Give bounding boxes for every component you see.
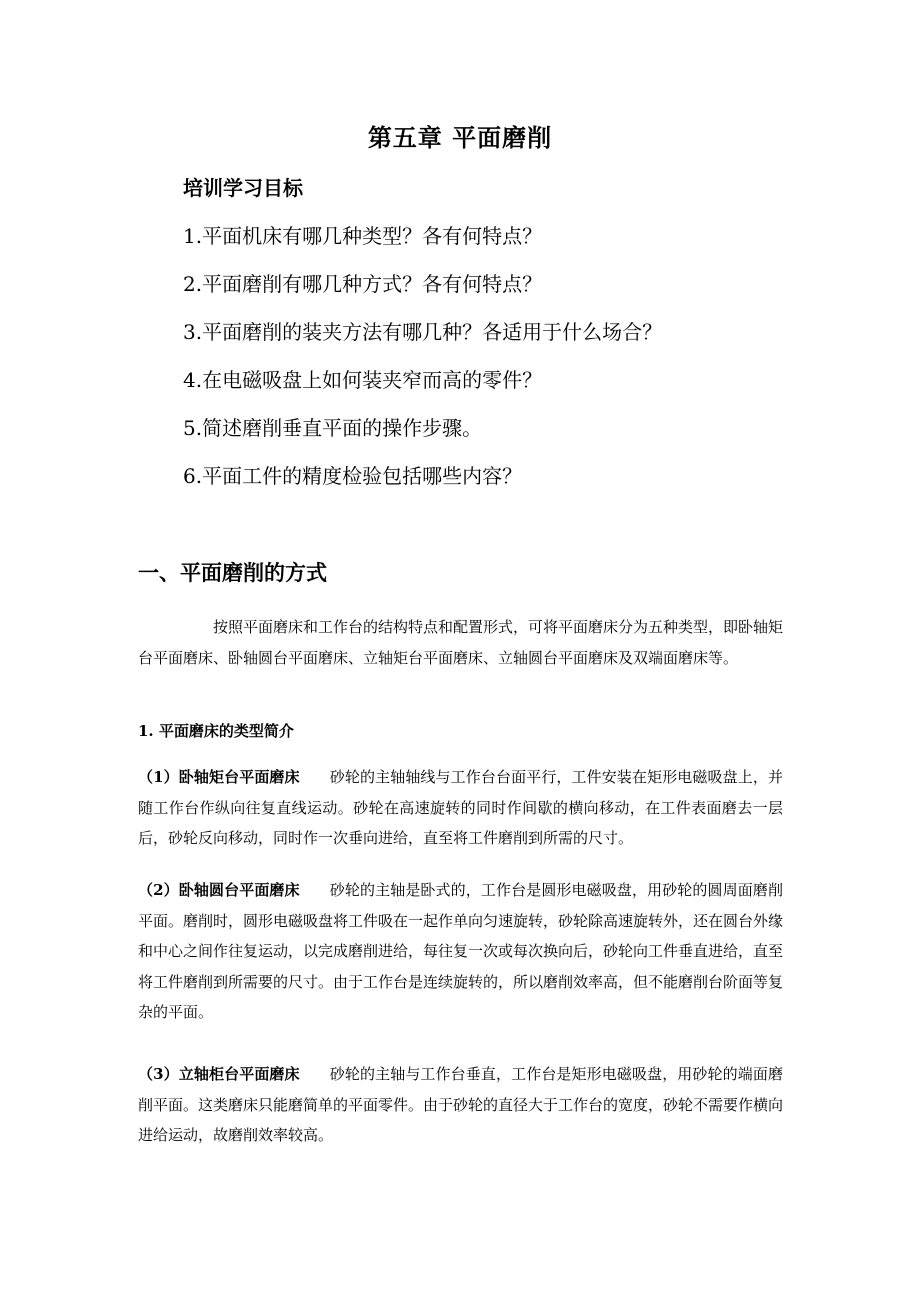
intro-paragraph <box>138 612 783 673</box>
section-heading: 一、平面磨削的方式 <box>138 560 327 585</box>
objective-item: 5.简述磨削垂直平面的操作步骤。 <box>183 416 483 440</box>
subsection-heading: 1. 平面磨床的类型简介 <box>138 722 294 740</box>
type-text: 砂轮的主轴是卧式的，工作台是圆形电磁吸盘，用砂轮的圆周面磨削平面。磨削时，圆形电磁吸盘将工件吸在一起作单向匀速旋转，砂轮除高速旋转外，还在圆台外缘和中心之间作往复运动，以完成磨削进给，每往复一次或每次换向后，砂轮向工件垂直进给，直至将工件磨削到所需要的尺寸。由于工作台是连续旋转的，所以磨削效率高，但不能磨削台阶面等复杂的平面。 <box>138 881 784 1021</box>
type-paragraph-1 <box>138 762 783 854</box>
objective-item: 6.平面工件的精度检验包括哪些内容？ <box>183 464 523 488</box>
objective-item: 1.平面机床有哪几种类型？各有何特点？ <box>183 224 543 248</box>
type-label: （2）卧轴圆台平面磨床 <box>138 881 300 899</box>
type-text: 砂轮的主轴轴线与工作台台面平行，工件安装在矩形电磁吸盘上，并随工作台作纵向往复直线运动。砂轮在高速旋转的同时作间歇的横向移动，在工件表面磨去一层后，砂轮反向移动，同时作一次垂向进给，直至将工件磨削到所需的尺寸。 <box>138 768 783 847</box>
chapter-title: 第五章 平面磨削 <box>367 123 553 152</box>
type-label: （3）立轴柜台平面磨床 <box>138 1065 300 1083</box>
objectives-heading: 培训学习目标 <box>183 176 303 200</box>
intro-text: 按照平面磨床和工作台的结构特点和配置形式，可将平面磨床分为五种类型，即卧轴矩台平面磨床、卧轴圆台平面磨床、立轴矩台平面磨床、立轴圆台平面磨床及双端面磨床等。 <box>138 618 784 667</box>
type-text: 砂轮的主轴与工作台垂直，工作台是矩形电磁吸盘，用砂轮的端面磨削平面。这类磨床只能磨简单的平面零件。由于砂轮的直径大于工作台的宽度，砂轮不需要作横向进给运动，故磨削效率较高。 <box>138 1065 784 1144</box>
objective-item: 2.平面磨削有哪几种方式？各有何特点？ <box>183 272 543 296</box>
objective-item: 4.在电磁吸盘上如何装夹窄而高的零件？ <box>183 368 543 392</box>
type-label: （1）卧轴矩台平面磨床 <box>138 768 300 786</box>
objective-item: 3.平面磨削的装夹方法有哪几种？各适用于什么场合？ <box>183 320 663 344</box>
type-paragraph-3 <box>138 1059 783 1151</box>
type-paragraph-2 <box>138 875 783 1028</box>
